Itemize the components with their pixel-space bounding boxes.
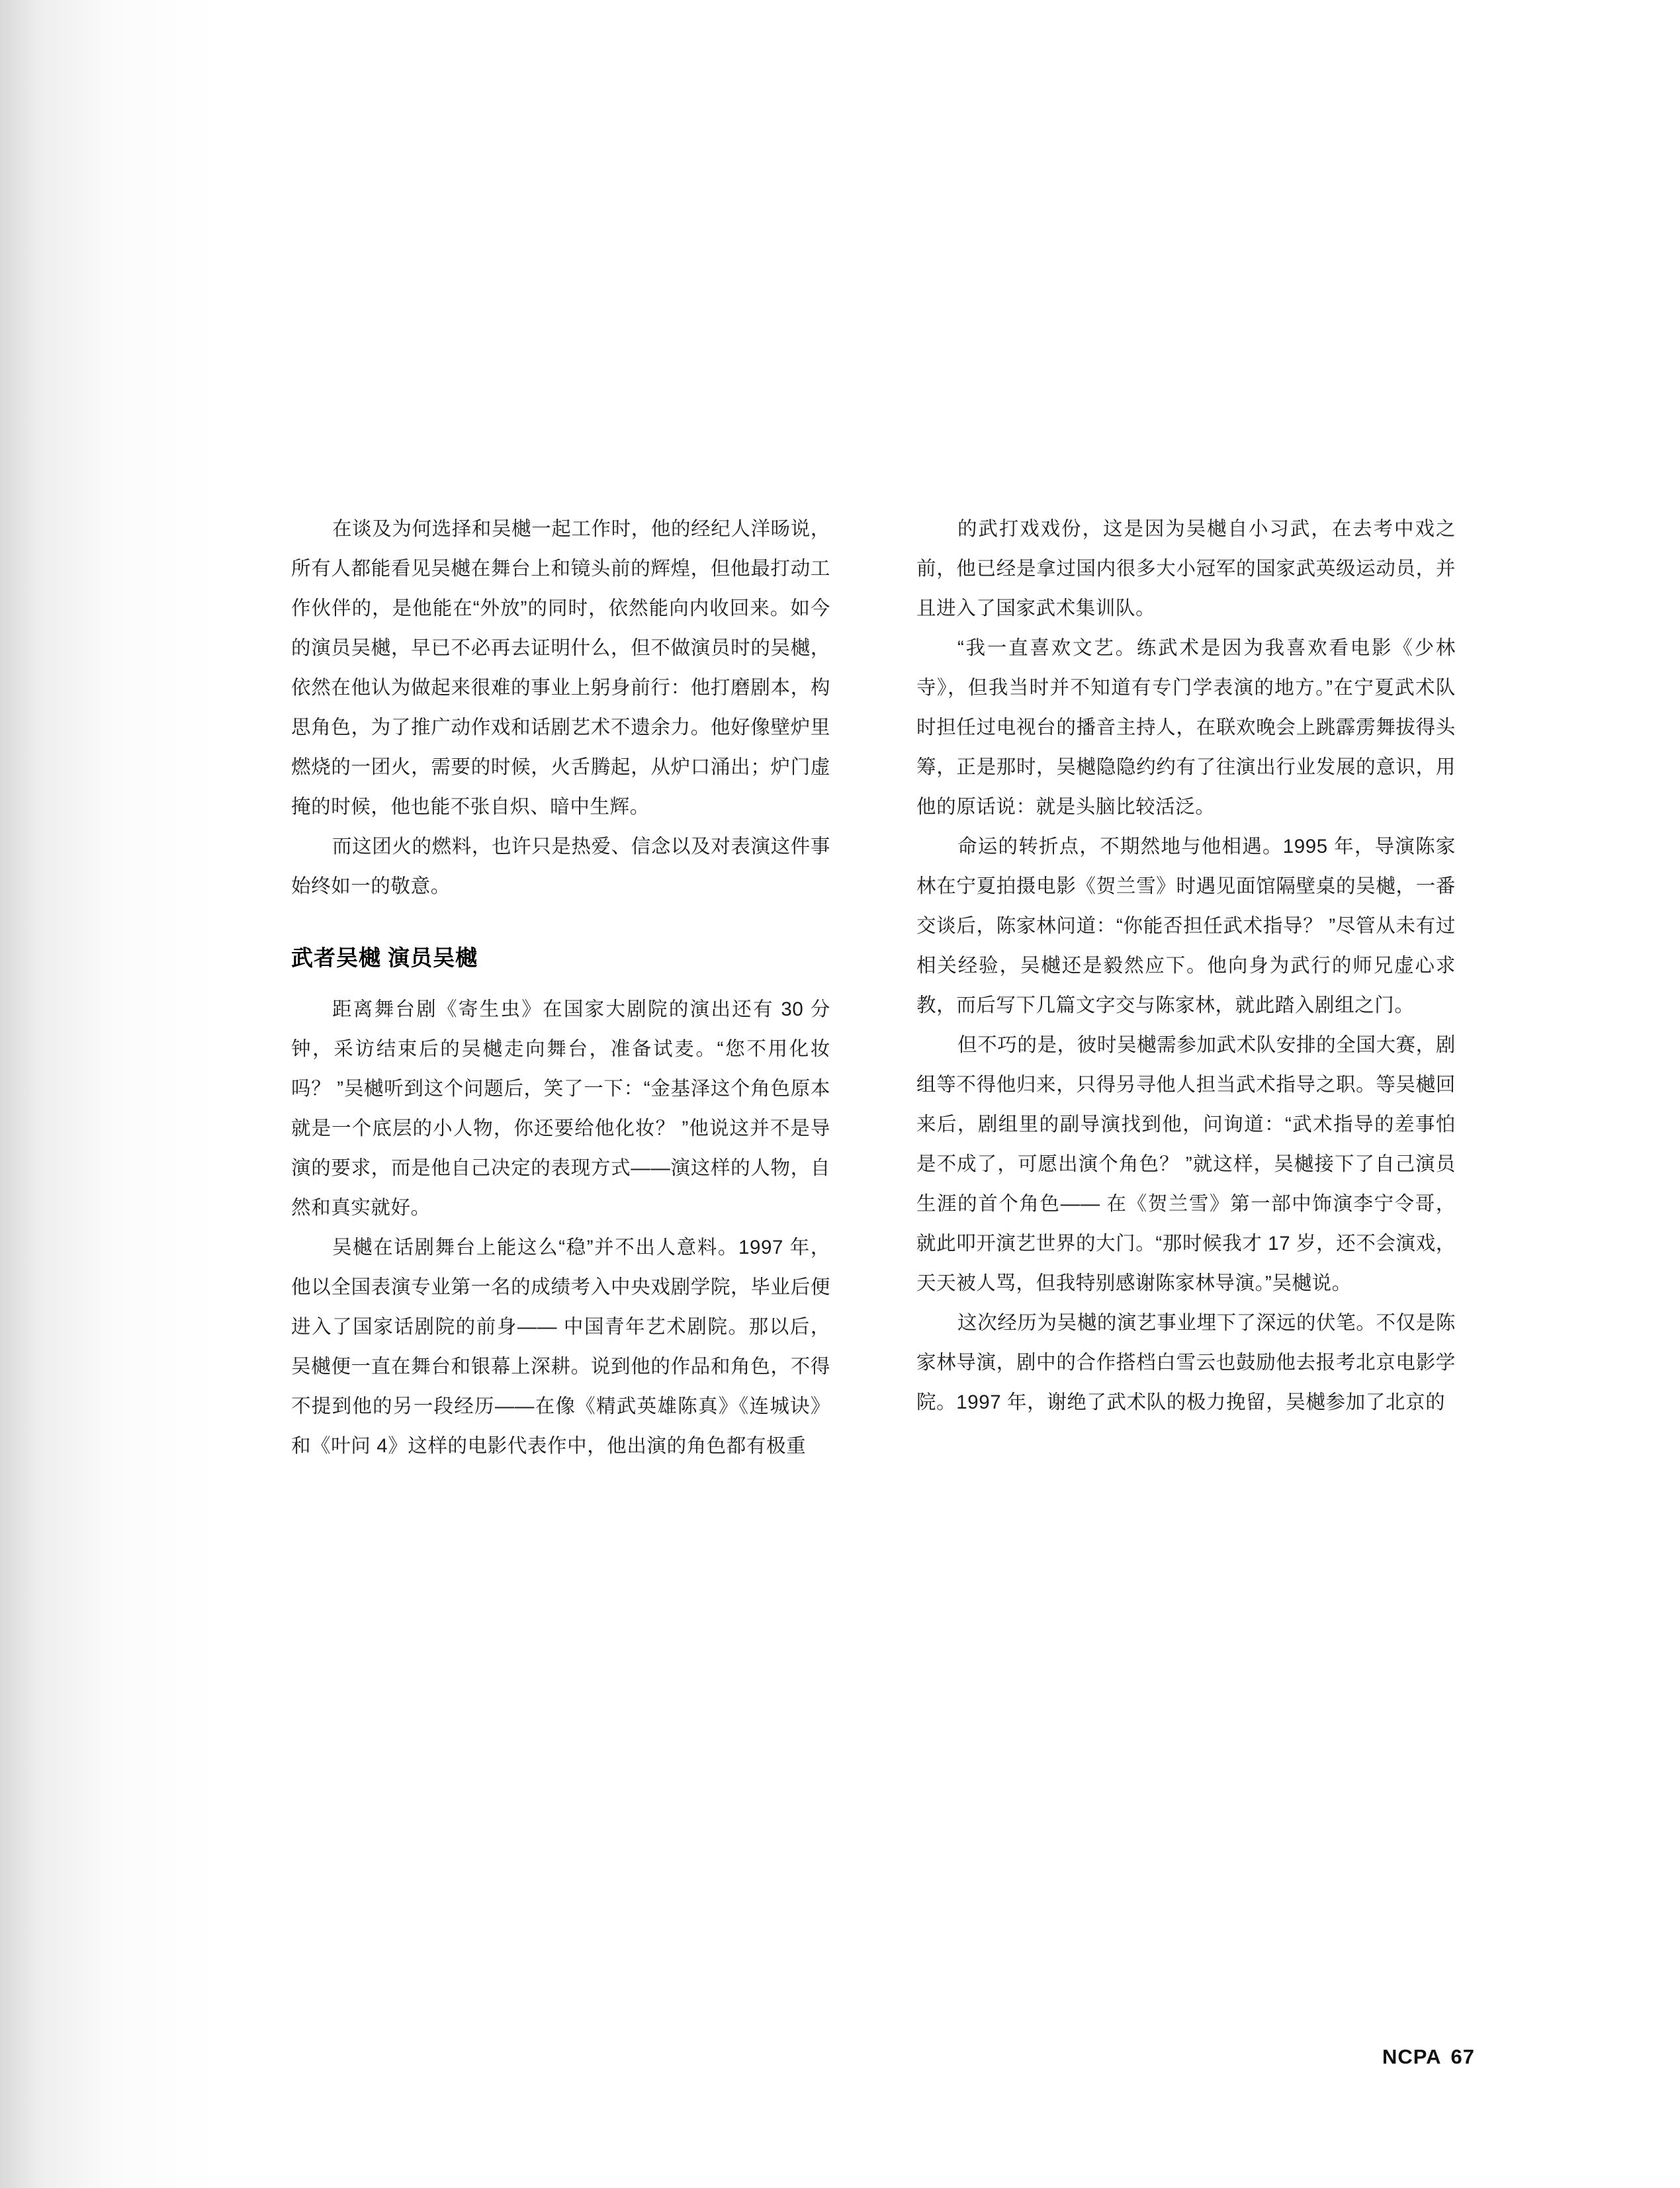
paragraph: 的武打戏戏份，这是因为吴樾自小习武，在去考中戏之前，他已经是拿过国内很多大小冠军的国家武英级运动员，并且进入了国家武术集训队。 <box>916 518 1456 619</box>
paragraph: 而这团火的燃料，也许只是热爱、信念以及对表演这件事始终如一的敬意。 <box>291 836 830 897</box>
page-gutter-shadow <box>0 0 278 2188</box>
paragraph: 但不巧的是，彼时吴樾需参加武术队安排的全国大赛，剧组等不得他归来，只得另寻他人担当武术指导之职。等吴樾回来后，剧组里的副导演找到他，问询道：“武术指导的差事怕是不成了，可愿出演个角色？ ”就这样，吴樾接下了自己演员生涯的首个角色—— 在《贺兰雪》第一部中饰演李宁令哥，就此叩开演艺世界的大门。“那时候我才 17 岁，还不会演戏，天天被人骂，但我特别感谢陈家林导演。”吴樾说。 <box>916 1034 1456 1294</box>
paragraph: 距离舞台剧《寄生虫》在国家大剧院的演出还有 30 分钟，采访结束后的吴樾走向舞台，准备试麦。“您不用化妆吗？ ”吴樾听到这个问题后，笑了一下：“金基泽这个角色原本就是一个底层的小人物，你还要给他化妆？ ”他说这并不是导演的要求，而是他自己决定的表现方式——演这样的人物，自然和真实就好。 <box>291 998 830 1219</box>
left-column <box>291 509 830 1466</box>
paragraph: “我一直喜欢文艺。练武术是因为我喜欢看电影《少林寺》，但我当时并不知道有专门学表演的地方。”在宁夏武术队时担任过电视台的播音主持人，在联欢晚会上跳霹雳舞拔得头筹，正是那时，吴樾隐隐约约有了往演出行业发展的意识，用他的原话说：就是头脑比较活泛。 <box>916 637 1456 818</box>
folio-brand: NCPA <box>1382 2045 1442 2068</box>
page-folio <box>1382 2045 1475 2069</box>
paragraph: 吴樾在话剧舞台上能这么“稳”并不出人意料。1997 年，他以全国表演专业第一名的成绩考入中央戏剧学院，毕业后便进入了国家话剧院的前身—— 中国青年艺术剧院。那以后，吴樾便一直在舞台和银幕上深耕。说到他的作品和角色，不得不提到他的另一段经历——在像《精武英雄陈真》《连城诀》和《叶问 4》这样的电影代表作中，他出演的角色都有极重 <box>291 1237 830 1457</box>
page-number: 67 <box>1450 2045 1475 2068</box>
right-column <box>916 509 1456 1466</box>
section-heading: 武者吴樾 演员吴樾 <box>291 945 478 970</box>
paragraph: 这次经历为吴樾的演艺事业埋下了深远的伏笔。不仅是陈家林导演，剧中的合作搭档白雪云也鼓励他去报考北京电影学院。1997 年，谢绝了武术队的极力挽留，吴樾参加了北京的 <box>916 1312 1456 1413</box>
paragraph: 命运的转折点，不期然地与他相遇。1995 年，导演陈家林在宁夏拍摄电影《贺兰雪》时遇见面馆隔壁桌的吴樾，一番交谈后，陈家林问道：“你能否担任武术指导？ ”尽管从未有过相关经验，吴樾还是毅然应下。他向身为武行的师兄虚心求教，而后写下几篇文字交与陈家林，就此踏入剧组之门。 <box>916 836 1456 1016</box>
paragraph: 在谈及为何选择和吴樾一起工作时，他的经纪人洋旸说，所有人都能看见吴樾在舞台上和镜头前的辉煌，但他最打动工作伙伴的，是他能在“外放”的同时，依然能向内收回来。如今的演员吴樾，早已不必再去证明什么，但不做演员时的吴樾，依然在他认为做起来很难的事业上躬身前行：他打磨剧本，构思角色，为了推广动作戏和话剧艺术不遗余力。他好像壁炉里燃烧的一团火，需要的时候，火舌腾起，从炉口涌出；炉门虚掩的时候，他也能不张自炽、暗中生辉。 <box>291 518 830 818</box>
article-body <box>291 509 1456 1466</box>
